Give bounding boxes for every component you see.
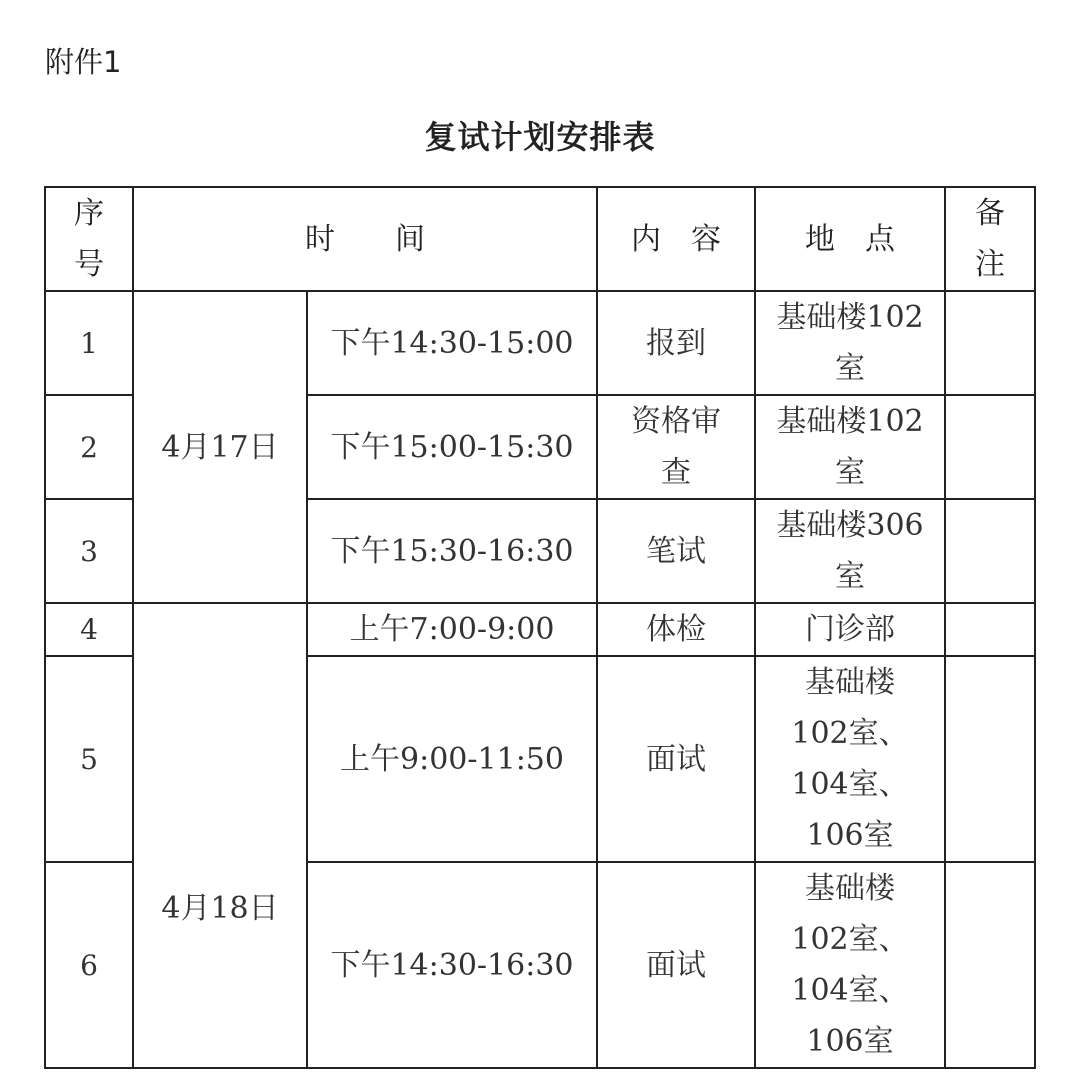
- document-title: 复试计划安排表: [424, 118, 656, 156]
- row-location: 基础楼102 室: [755, 395, 945, 499]
- date-cell: 4月17日: [133, 291, 307, 603]
- header-index: 序 号: [45, 187, 133, 291]
- row-content: 面试: [597, 656, 755, 862]
- row-content: 体检: [597, 603, 755, 656]
- row-index: 3: [45, 499, 133, 603]
- row-notes: [945, 603, 1035, 656]
- date-cell: 4月18日: [133, 603, 307, 1068]
- row-location: 基础楼306 室: [755, 499, 945, 603]
- attachment-label: 附件1: [45, 45, 122, 79]
- row-index: 1: [45, 291, 133, 395]
- row-index: 6: [45, 862, 133, 1068]
- header-location: 地 点: [755, 187, 945, 291]
- row-content: 面试: [597, 862, 755, 1068]
- row-location: 门诊部: [755, 603, 945, 656]
- header-content: 内 容: [597, 187, 755, 291]
- table-row: [45, 603, 1035, 656]
- table-row: [45, 291, 1035, 395]
- header-time: 时 间: [133, 187, 597, 291]
- table-header-row: [45, 187, 1035, 291]
- row-location: 基础楼 102室、 104室、 106室: [755, 656, 945, 862]
- row-notes: [945, 862, 1035, 1068]
- row-time: 下午15:00-15:30: [307, 395, 597, 499]
- row-time: 下午15:30-16:30: [307, 499, 597, 603]
- row-notes: [945, 395, 1035, 499]
- row-time: 下午14:30-15:00: [307, 291, 597, 395]
- row-time: 下午14:30-16:30: [307, 862, 597, 1068]
- row-time: 上午9:00-11:50: [307, 656, 597, 862]
- schedule-table: [44, 186, 1036, 1069]
- row-index: 4: [45, 603, 133, 656]
- row-content: 报到: [597, 291, 755, 395]
- row-notes: [945, 656, 1035, 862]
- row-index: 2: [45, 395, 133, 499]
- row-notes: [945, 291, 1035, 395]
- row-content: 资格审 查: [597, 395, 755, 499]
- row-location: 基础楼102 室: [755, 291, 945, 395]
- header-notes: 备 注: [945, 187, 1035, 291]
- row-content: 笔试: [597, 499, 755, 603]
- row-location: 基础楼 102室、 104室、 106室: [755, 862, 945, 1068]
- row-notes: [945, 499, 1035, 603]
- row-time: 上午7:00-9:00: [307, 603, 597, 656]
- row-index: 5: [45, 656, 133, 862]
